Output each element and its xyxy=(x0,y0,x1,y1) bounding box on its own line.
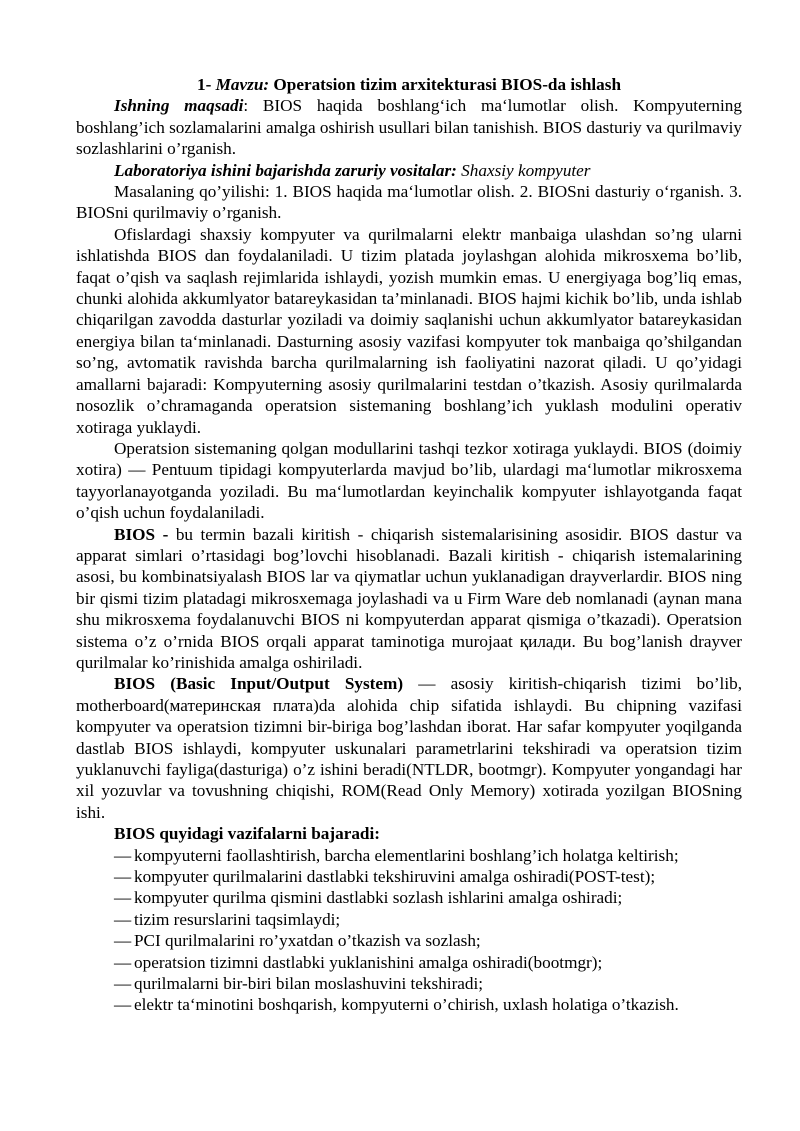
paragraph-1: Ofislardagi shaxsiy kompyuter va qurilmalarni elektr manbaiga ulashdan so’ng ularni ishlatishda BIOS dan foydalaniladi. U tizim platada joylashgan alohida mikrosxema bo’lib, faqat o’qish va saqlash rejimlarida ishlaydi, yozish mumkin emas. U energiyaga bog’liq emas, chunki alohida akkumlyator batareykasidan ta’minlanadi. BIOS hajmi kichik bo’lib, unda ishlab chiqarilgan zavodda dasturlar yoziladi va doimiy saqlanishi uchun akkumlyator batareykasidan energiya bilan ta‘minlanadi. Dasturning asosiy vazifasi kompyuter tok manbaiga qo’shilgandan so’ng, avtomatik ravishda barcha qurilmalarning ish faoliyatini nazorat qiladi. U qo’yidagi amallarni bajaradi: Kompyuterning asosiy qurilmalarini testdan o’tkazish. Asosiy qurilmalarda nosozlik o’chramaganda operatsion sistemaning boshlang’ich yuklash modulini operativ xotiraga yuklaydi. xyxy=(76,224,742,437)
tools-paragraph xyxy=(76,160,742,181)
goal-text: : BIOS haqida boshlang‘ich ma‘lumotlar olish. Kompyuterning boshlang’ich sozlamalarini amalga oshirish usullari bilan tanishish. BIOS dasturiy va qurilmaviy sozlashlarini o’rganish. xyxy=(76,96,742,159)
tools-label: Laboratoriya ishini bajarishda zaruriy vositalar: xyxy=(114,160,457,180)
title-mavzu: Mavzu: xyxy=(215,75,270,94)
list-marker: — xyxy=(114,995,132,1015)
list-marker: — xyxy=(114,931,132,951)
list-heading: BIOS quyidagi vazifalarni bajaradi: xyxy=(114,824,380,844)
goal-label: Ishning maqsadi xyxy=(114,96,244,116)
list-item: — kompyuterni faollashtirish, barcha elementlarini boshlang’ich holatga keltirish; xyxy=(114,845,679,865)
document-title xyxy=(76,74,742,95)
paragraph-4 xyxy=(76,673,742,823)
list-item: — tizim resurslarini taqsimlaydi; xyxy=(114,909,341,929)
paragraph-4-text: — asosiy kiritish-chiqarish tizimi bo’lib, motherboard(материнская плата)da alohida chip sifatida ishlaydi. Bu chipning vazifasi kompyuter va operatsion tizimni bir-biriga bog’lashdan iborat. Har safar kompyuter yoqilganda dastlab BIOS ishlaydi, kompyuter uskunalari parametrlarini tekshiradi va operatsion tizim yuklanuvchi fayliga(dasturiga) o’z ishini beradi(NTLDR, bootmgr). Kompyuter yongandagi har xil yozuvlar va tovushning chiqishi, ROM(Read Only Memory) xotirada yozilgan BIOSning ishi. xyxy=(76,674,742,822)
task-paragraph: Masalaning qo’yilishi: 1. BIOS haqida ma‘lumotlar olish. 2. BIOSni dasturiy o‘rganish. 3. BIOSni qurilmaviy o’rganish. xyxy=(76,182,742,223)
paragraph-3-text: bu termin bazali kiritish - chiqarish sistemalarisining asosidir. BIOS dastur va apparat simlari o’rtasidagi bog’lovchi hisoblanadi. Bazali kiritish - chiqarish istemalarining asosi, bu kombinatsiyalash BIOS lar va qiymatlar uchun yuklanadigan drayverlardir. BIOS ning bir qismi tizim platadagi mikrosxemaga joylashadi va u Firm Ware deb nomlanadi (aynan mana shu mikrosxema foydalanuvchi BIOS ni kompyuterdan apparat qismiga o’tkazadi). Operatsion sistema o’z o’rnida BIOS orqali apparat taminotiga murojaat қилади. Bu bog’lanish drayver qurilmalar ko’rinishida amalga oshiriladi. xyxy=(76,524,742,672)
title-number: 1- xyxy=(197,75,212,94)
tools-text: Shaxsiy kompyuter xyxy=(461,160,591,180)
list-marker: — xyxy=(114,888,132,908)
list-item: — kompyuter qurilmalarini dastlabki tekshiruvini amalga oshiradi(POST-test); xyxy=(114,867,656,887)
list-marker: — xyxy=(114,867,132,887)
goal-paragraph xyxy=(76,95,742,159)
bios-term-label: BIOS - xyxy=(114,524,169,544)
list-marker: — xyxy=(114,909,132,929)
bios-functions-list xyxy=(76,845,742,1016)
list-marker: — xyxy=(114,845,132,865)
list-item: — PCI qurilmalarini ro’yxatdan o’tkazish va sozlash; xyxy=(114,931,481,951)
document-page xyxy=(76,74,742,1016)
title-text: Operatsion tizim arxitekturasi BIOS-da ishlash xyxy=(273,75,621,94)
list-item: — kompyuter qurilma qismini dastlabki sozlash ishlarini amalga oshiradi; xyxy=(114,888,623,908)
list-marker: — xyxy=(114,952,132,972)
paragraph-2: Operatsion sistemaning qolgan modullarini tashqi tezkor xotiraga yuklaydi. BIOS (doimiy xotira) — Pentuum tipidagi kompyuterlarda mavjud bo’lib, ulardagi ma‘lumotlar mikrosxema tayyorlanayotganda yoziladi. Bu ma‘lumotlardan keyinchalik kompyuter ishlayotganda faqat o’qish uchun foydalaniladi. xyxy=(76,438,742,523)
bios-full-name-label: BIOS (Basic Input/Output System) xyxy=(114,674,404,694)
list-item: — elektr ta‘minotini boshqarish, kompyuterni o’chirish, uxlash holatiga o’tkazish. xyxy=(114,995,679,1015)
paragraph-3 xyxy=(76,524,742,674)
list-item: — operatsion tizimni dastlabki yuklanishini amalga oshiradi(bootmgr); xyxy=(114,952,603,972)
list-item: — qurilmalarni bir-biri bilan moslashuvini tekshiradi; xyxy=(114,974,484,994)
list-marker: — xyxy=(114,974,132,994)
